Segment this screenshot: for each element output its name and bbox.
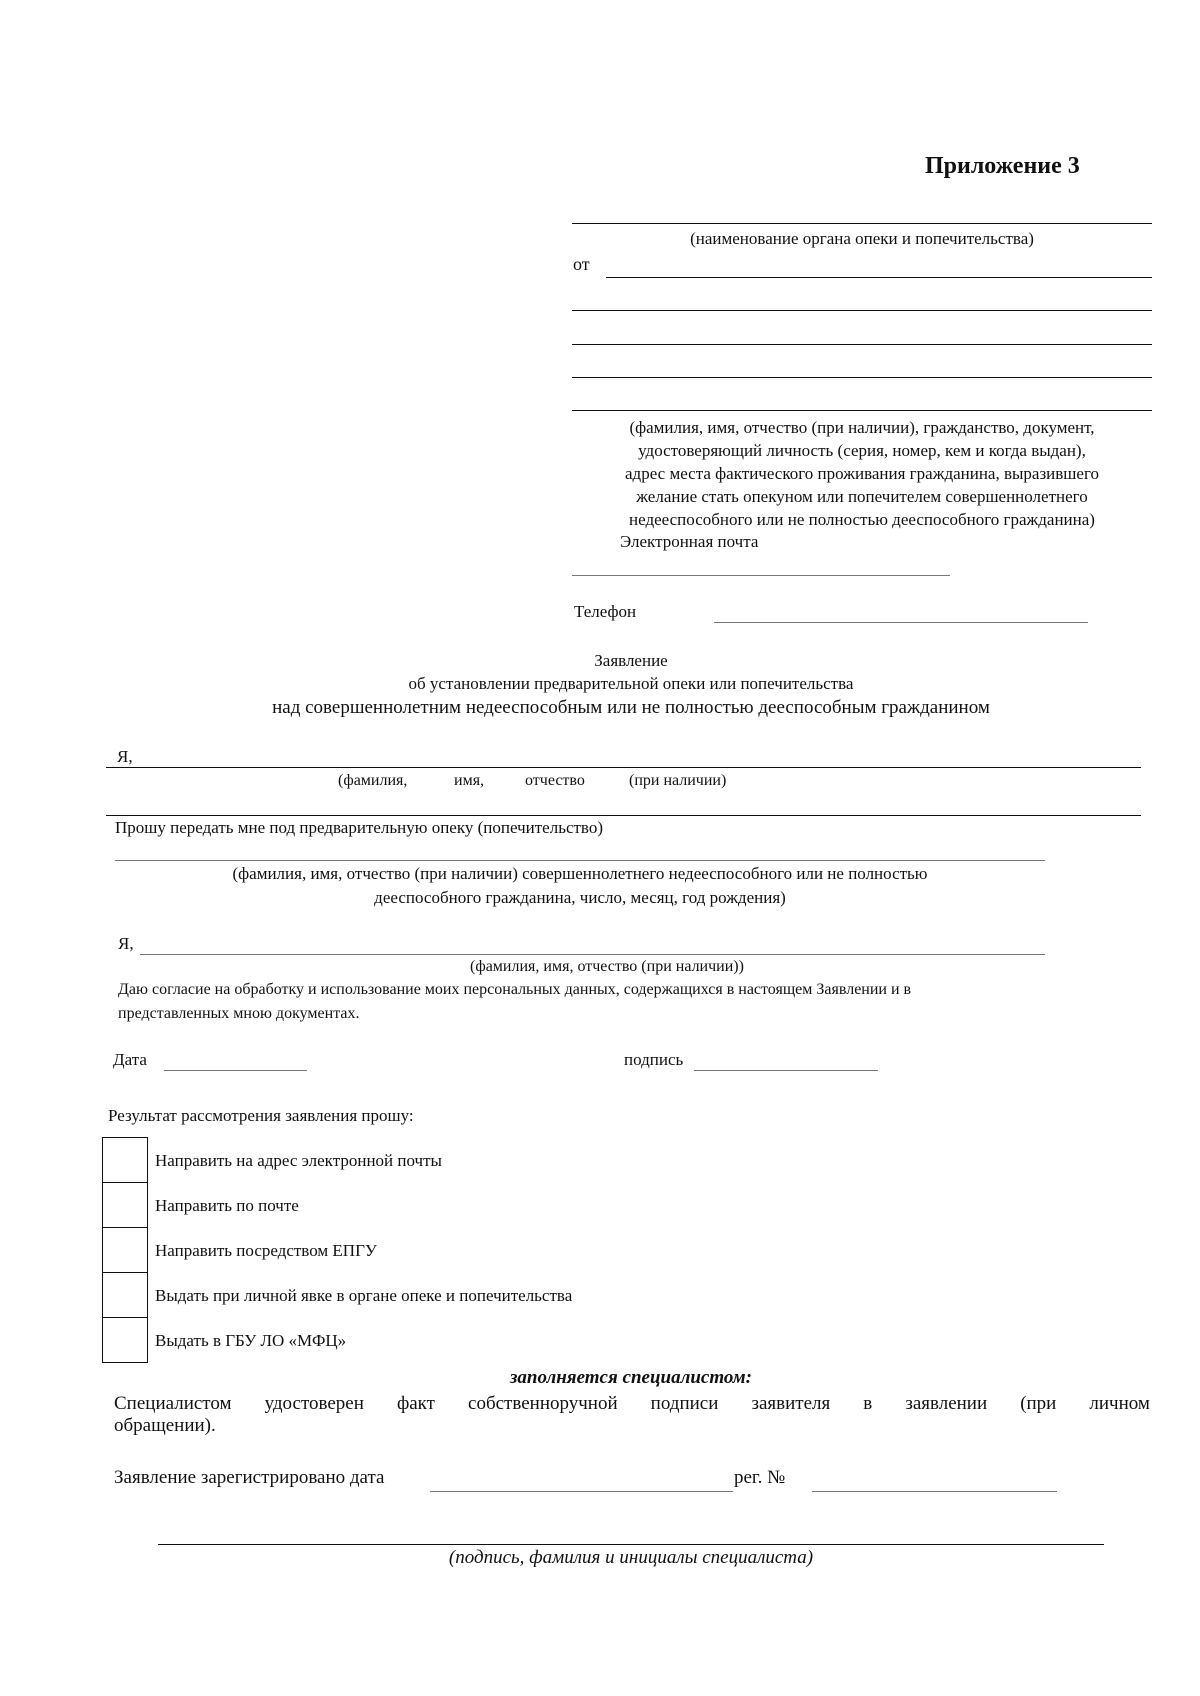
delivery-checkbox-email[interactable] xyxy=(102,1137,148,1183)
certified-word: в xyxy=(863,1393,873,1414)
specialist-heading: заполняется специалистом: xyxy=(510,1367,752,1388)
certified-word: личном xyxy=(1089,1393,1150,1414)
applicant-field-3[interactable] xyxy=(572,344,1152,345)
certified-word: заявителя xyxy=(751,1393,831,1414)
guardianship-organ-caption: (наименование органа опеки и попечительства) xyxy=(690,229,1034,248)
phone-field[interactable] xyxy=(714,622,1088,623)
registered-label: Заявление зарегистрировано дата xyxy=(114,1467,385,1488)
applicant-field-2[interactable] xyxy=(572,310,1152,311)
applicant-caption-line: (фамилия, имя, отчество (при наличии), гражданство, документ, xyxy=(629,418,1095,437)
consent-name-caption: (фамилия, имя, отчество (при наличии)) xyxy=(470,958,744,975)
appendix-title: Приложение 3 xyxy=(925,153,1080,179)
delivery-checkbox-post[interactable] xyxy=(102,1182,148,1228)
document-title: Заявление xyxy=(594,651,668,670)
registration-number-field[interactable] xyxy=(812,1491,1057,1492)
certified-word: (при xyxy=(1020,1393,1057,1414)
i-label-2: Я, xyxy=(118,934,134,953)
delivery-option-label: Выдать в ГБУ ЛО «МФЦ» xyxy=(155,1331,347,1350)
applicant-caption xyxy=(572,416,1152,531)
certified-word: заявлении xyxy=(905,1393,988,1414)
email-label: Электронная почта xyxy=(620,532,759,551)
name-caption-optional: (при наличии) xyxy=(629,772,727,789)
specialist-signature-field[interactable] xyxy=(158,1544,1104,1545)
reg-no-label: рег. № xyxy=(734,1467,786,1488)
certified-word: факт xyxy=(396,1393,435,1414)
applicant-caption-line: адрес места фактического проживания гражданина, выразившего xyxy=(625,464,1099,483)
name-caption-surname: (фамилия, xyxy=(338,772,408,789)
applicant-field-4[interactable] xyxy=(572,377,1152,378)
ward-caption-line-1: (фамилия, имя, отчество (при наличии) совершеннолетнего недееспособного или не полностью xyxy=(232,864,928,883)
delivery-option-label: Направить на адрес электронной почты xyxy=(155,1151,442,1170)
applicant-caption-line: удостоверяющий личность (серия, номер, кем и когда выдан), xyxy=(638,441,1086,460)
specialist-signature-caption: (подпись, фамилия и инициалы специалиста) xyxy=(448,1547,814,1568)
name-caption-patronymic: отчество xyxy=(525,772,585,789)
name-caption-name: имя, xyxy=(454,772,485,789)
guardianship-organ-field[interactable] xyxy=(572,223,1152,224)
delivery-heading: Результат рассмотрения заявления прошу: xyxy=(108,1106,414,1125)
date-field[interactable] xyxy=(164,1070,307,1071)
applicant-caption-line: желание стать опекуном или попечителем совершеннолетнего xyxy=(636,487,1088,506)
certified-word: Специалистом xyxy=(114,1393,232,1414)
registration-date-field[interactable] xyxy=(430,1491,733,1492)
request-text: Прошу передать мне под предварительную опеку (попечительство) xyxy=(115,818,603,837)
consent-text-line-1: Даю согласие на обработку и использование моих персональных данных, содержащихся в настоящем Заявлении и в xyxy=(118,981,912,998)
specialist-certified-line-1 xyxy=(114,1392,1150,1415)
specialist-certified-line-2: обращении). xyxy=(114,1415,216,1436)
applicant-field-1[interactable] xyxy=(606,277,1152,278)
email-field[interactable] xyxy=(572,575,950,576)
applicant-name-field-2[interactable] xyxy=(106,815,1141,816)
document-subtitle: об установлении предварительной опеки или попечительства xyxy=(408,674,854,693)
signature-field[interactable] xyxy=(694,1070,878,1071)
certified-word: собственноручной xyxy=(468,1393,618,1414)
date-label: Дата xyxy=(113,1050,147,1069)
applicant-field-5[interactable] xyxy=(572,410,1152,411)
delivery-option-label: Направить посредством ЕПГУ xyxy=(155,1241,377,1260)
ward-name-field[interactable] xyxy=(115,860,1045,861)
certified-word: удостоверен xyxy=(264,1393,364,1414)
consent-text-line-2: представленных мною документах. xyxy=(118,1005,360,1022)
ward-caption-line-2: дееспособного гражданина, число, месяц, год рождения) xyxy=(374,888,786,907)
delivery-checkbox-in-person[interactable] xyxy=(102,1272,148,1318)
delivery-option-label: Выдать при личной явке в органе опеке и попечительства xyxy=(155,1286,573,1305)
document-subtitle-2: над совершеннолетним недееспособным или не полностью дееспособным гражданином xyxy=(272,697,990,718)
phone-label: Телефон xyxy=(574,602,637,621)
i-label: Я, xyxy=(117,747,133,766)
delivery-option-label: Направить по почте xyxy=(155,1196,299,1215)
applicant-name-field[interactable] xyxy=(106,767,1141,768)
consent-name-field[interactable] xyxy=(140,954,1045,955)
delivery-checkbox-mfc[interactable] xyxy=(102,1317,148,1363)
from-label: от xyxy=(573,254,590,274)
signature-label: подпись xyxy=(624,1050,684,1069)
delivery-checkbox-epgu[interactable] xyxy=(102,1227,148,1273)
certified-word: подписи xyxy=(650,1393,719,1414)
applicant-caption-line: недееспособного или не полностью дееспособного гражданина) xyxy=(629,510,1095,529)
